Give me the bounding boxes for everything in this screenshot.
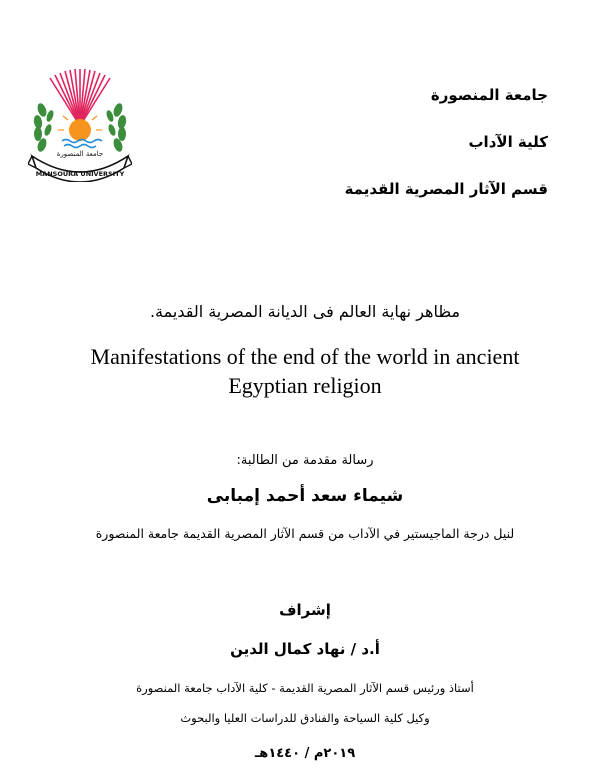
- department-name: قسم الآثار المصرية القديمة: [344, 180, 548, 198]
- svg-text:جامعة المنصورة: جامعة المنصورة: [56, 150, 104, 158]
- supervisor-role-line1: أستاذ ورئيس قسم الآثار المصرية القديمة - كلية الآداب جامعة المنصورة: [136, 681, 474, 695]
- svg-text:MANSOURA UNIVERSITY: MANSOURA UNIVERSITY: [35, 170, 125, 178]
- student-name: شيماء سعد أحمد إمبابى: [206, 486, 404, 506]
- submission-intro: رسالة مقدمة من الطالبة:: [236, 453, 374, 468]
- english-title-line2: Egyptian religion: [228, 373, 382, 398]
- english-title-line1: Manifestations of the end of the world in ancient: [90, 344, 520, 369]
- supervision-heading: إشراف: [279, 601, 331, 619]
- degree-statement: لنيل درجة الماجيستير في الآداب من قسم الآثار المصرية القديمة جامعة المنصورة: [95, 526, 515, 541]
- university-name: جامعة المنصورة: [430, 86, 548, 104]
- mansoura-university-logo: [28, 64, 132, 182]
- arabic-title: مظاهر نهاية العالم فى الديانة المصرية القديمة.: [149, 302, 461, 321]
- logo-emblem-icon: [28, 64, 132, 182]
- faculty-name: كلية الآداب: [468, 133, 548, 151]
- supervisor-name: أ.د / نهاد كمال الدين: [230, 640, 380, 658]
- document-date: ٢٠١٩م / ١٤٤٠هـ: [254, 746, 356, 761]
- supervisor-role-line2: وكيل كلية السياحة والفنادق للدراسات العليا والبحوث: [180, 711, 430, 725]
